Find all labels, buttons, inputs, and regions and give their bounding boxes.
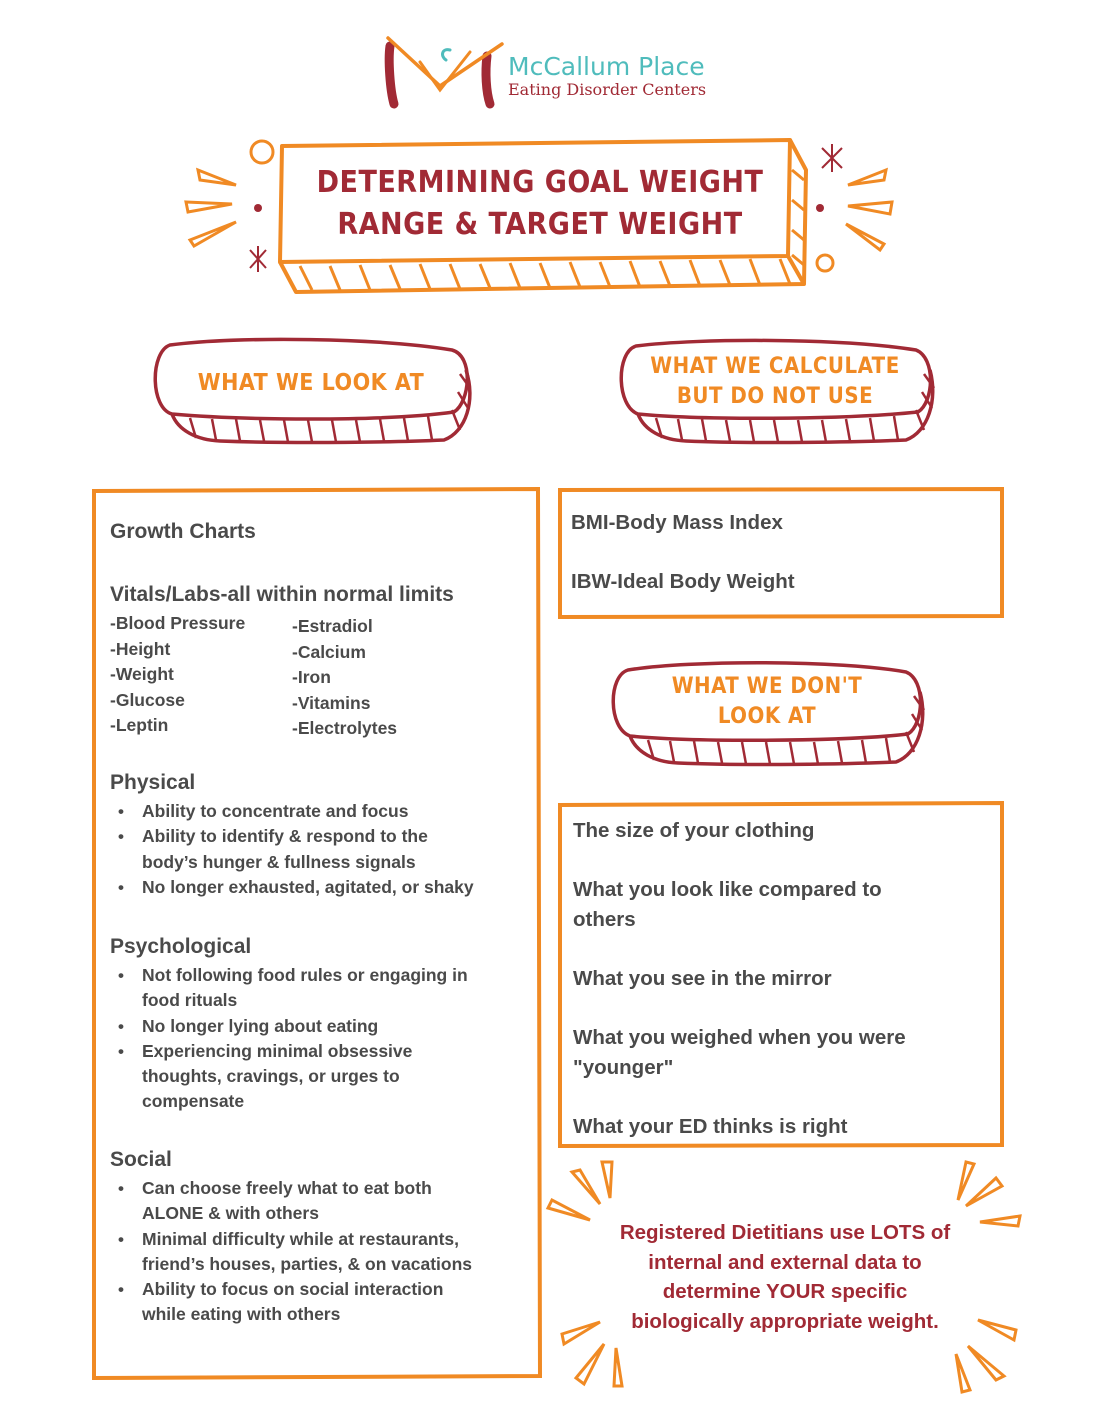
- title-line-2: RANGE & TARGET WEIGHT: [337, 207, 743, 242]
- bmi-item: BMI-Body Mass Index: [571, 511, 783, 534]
- psychological-list: [110, 963, 468, 1115]
- vital-item: -Vitamins: [292, 692, 371, 713]
- list-item: • No longer lying about eating: [110, 1014, 468, 1039]
- vital-item: -Electrolytes: [292, 718, 398, 738]
- physical-heading: Physical: [110, 771, 196, 794]
- list-item: • Not following food rules or engaging in: [110, 963, 468, 988]
- vitals-column-2: [292, 614, 397, 742]
- dont-look-item-younger-line-2: "younger": [573, 1055, 674, 1079]
- logo-subtitle: Eating Disorder Centers: [508, 80, 707, 99]
- note-line-2: internal and external data to: [648, 1250, 922, 1274]
- pill-look-at-text: WHAT WE LOOK AT: [197, 370, 425, 396]
- dont-look-item-ed: What your ED thinks is right: [573, 1115, 848, 1138]
- social-list: [110, 1176, 472, 1328]
- vital-item: -Iron: [292, 667, 331, 687]
- pill-dont-look-line-1: WHAT WE DON'T: [671, 674, 863, 699]
- page-title: [300, 162, 780, 246]
- vital-item: -Weight: [110, 664, 174, 684]
- note-line-3: determine YOUR specific: [662, 1280, 908, 1303]
- vitals-heading: Vitals/Labs-all within normal limits: [110, 583, 454, 606]
- physical-list: [110, 799, 474, 900]
- list-item-continued: food rituals: [142, 990, 238, 1011]
- growth-charts-heading: Growth Charts: [110, 520, 256, 543]
- list-item-continued: compensate: [142, 1091, 245, 1112]
- social-heading: Social: [110, 1148, 172, 1171]
- vital-item: -Glucose: [110, 689, 185, 710]
- pill-look-at-label: [166, 368, 456, 398]
- list-item-continued: thoughts, cravings, or urges to: [142, 1066, 400, 1087]
- dont-look-item-clothing: The size of your clothing: [573, 819, 815, 842]
- list-item: • No longer exhausted, agitated, or shaky: [110, 875, 474, 900]
- dont-look-item-younger-line-1: What you weighed when you were: [573, 1026, 906, 1049]
- pill-calculate-line-2: BUT DO NOT USE: [676, 384, 874, 409]
- vital-item: -Calcium: [292, 641, 366, 662]
- vital-item: -Height: [110, 638, 171, 659]
- list-item-continued: ALONE & with others: [142, 1203, 319, 1224]
- vital-item: -Estradiol: [292, 616, 373, 636]
- dont-look-item-mirror: What you see in the mirror: [573, 967, 832, 990]
- list-item: • Ability to identify & respond to the: [110, 824, 474, 849]
- pill-calculate-line-1: WHAT WE CALCULATE: [650, 354, 900, 379]
- dont-look-item-younger: [573, 1023, 906, 1082]
- psychological-heading: Psychological: [110, 935, 252, 958]
- logo: [384, 34, 724, 114]
- ibw-item: IBW-Ideal Body Weight: [571, 570, 795, 593]
- list-item: • Ability to concentrate and focus: [110, 799, 474, 824]
- pill-dont-look-line-2: LOOK AT: [717, 704, 817, 729]
- list-item: • Minimal difficulty while at restaurants,: [110, 1227, 472, 1252]
- list-item-continued: friend’s houses, parties, & on vacations: [142, 1253, 472, 1274]
- vitals-column-1: [110, 611, 245, 739]
- pill-calculate-label: [630, 352, 920, 412]
- note-line-4: biologically appropriate weight.: [631, 1309, 939, 1333]
- title-line-1: DETERMINING GOAL WEIGHT: [316, 165, 764, 200]
- pill-dont-look-label: [622, 672, 912, 732]
- vital-item: -Leptin: [110, 715, 169, 735]
- list-item-continued: while eating with others: [142, 1304, 341, 1325]
- note-line-1: Registered Dietitians use LOTS of: [619, 1221, 951, 1244]
- vital-item: -Blood Pressure: [110, 613, 246, 633]
- logo-name: McCallum Place: [508, 52, 705, 81]
- list-item: • Can choose freely what to eat both: [110, 1176, 472, 1201]
- dont-look-item-compare: [573, 875, 882, 934]
- dietitian-note: [575, 1218, 995, 1336]
- dont-look-item-compare-line-1: What you look like compared to: [573, 878, 882, 901]
- list-item: • Ability to focus on social interaction: [110, 1277, 472, 1302]
- list-item-continued: body’s hunger & fullness signals: [142, 851, 416, 872]
- dont-look-item-compare-line-2: others: [573, 907, 636, 931]
- list-item: • Experiencing minimal obsessive: [110, 1039, 468, 1064]
